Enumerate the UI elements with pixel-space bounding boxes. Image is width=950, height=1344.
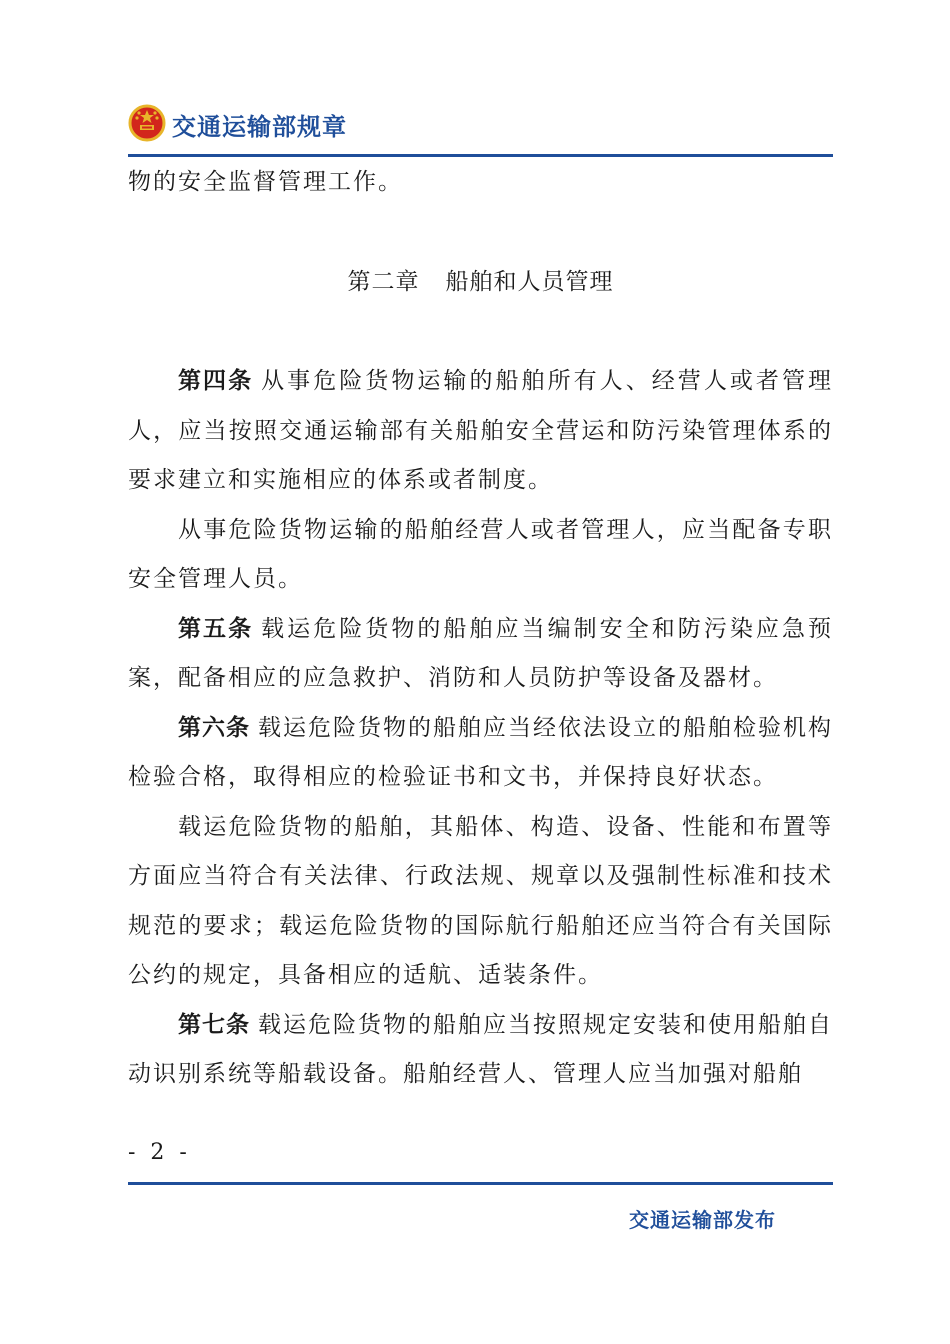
article-7 (128, 1001, 833, 1100)
continuation-paragraph: 物的安全监督管理工作。 (128, 169, 403, 195)
footer-publisher: 交通运输部发布 (629, 1208, 776, 1232)
header-title: 交通运输部规章 (172, 112, 347, 141)
article-5-text: 载运危险货物的船舶应当编制安全和防污染应急预案，配备相应的应急救护、消防和人员防护等设备及器材。 (128, 615, 833, 691)
article-6-paragraph-2: 载运危险货物的船舶，其船体、构造、设备、性能和布置等方面应当符合有关法律、行政法规、规章以及强制性标准和技术规范的要求；载运危险货物的国际航行船舶还应当符合有关国际公约的规定，具备相应的适航、适装条件。 (128, 813, 833, 988)
article-5-label: 第五条 (178, 615, 254, 642)
article-7-label: 第七条 (178, 1011, 250, 1038)
chapter-heading (128, 258, 833, 308)
article-4-text: 从事危险货物运输的船舶所有人、经营人或者管理人，应当按照交通运输部有关船舶安全营运和防污染管理体系的要求建立和实施相应的体系或者制度。 (128, 368, 833, 493)
article-4-label: 第四条 (178, 368, 254, 394)
article-7-text: 载运危险货物的船舶应当按照规定安装和使用船舶自动识别系统等船载设备。船舶经营人、管理人应当加强对船舶 (128, 1011, 833, 1087)
article-6-label: 第六条 (178, 714, 250, 741)
header-divider (128, 154, 833, 157)
article-6 (128, 704, 833, 803)
article-4 (128, 357, 833, 506)
page-number: - 2 - (128, 1140, 191, 1165)
article-6-text: 载运危险货物的船舶应当经依法设立的船舶检验机构检验合格，取得相应的检验证书和文书，并保持良好状态。 (128, 714, 833, 790)
chapter-number: 第二章 (347, 268, 420, 295)
national-emblem-icon (128, 104, 166, 144)
chapter-title: 船舶和人员管理 (445, 268, 614, 295)
footer-divider (128, 1182, 833, 1185)
article-5 (128, 605, 833, 704)
article-4-paragraph-2: 从事危险货物运输的船舶经营人或者管理人，应当配备专职安全管理人员。 (128, 516, 833, 592)
page-header (128, 102, 347, 146)
document-body (128, 158, 833, 1100)
